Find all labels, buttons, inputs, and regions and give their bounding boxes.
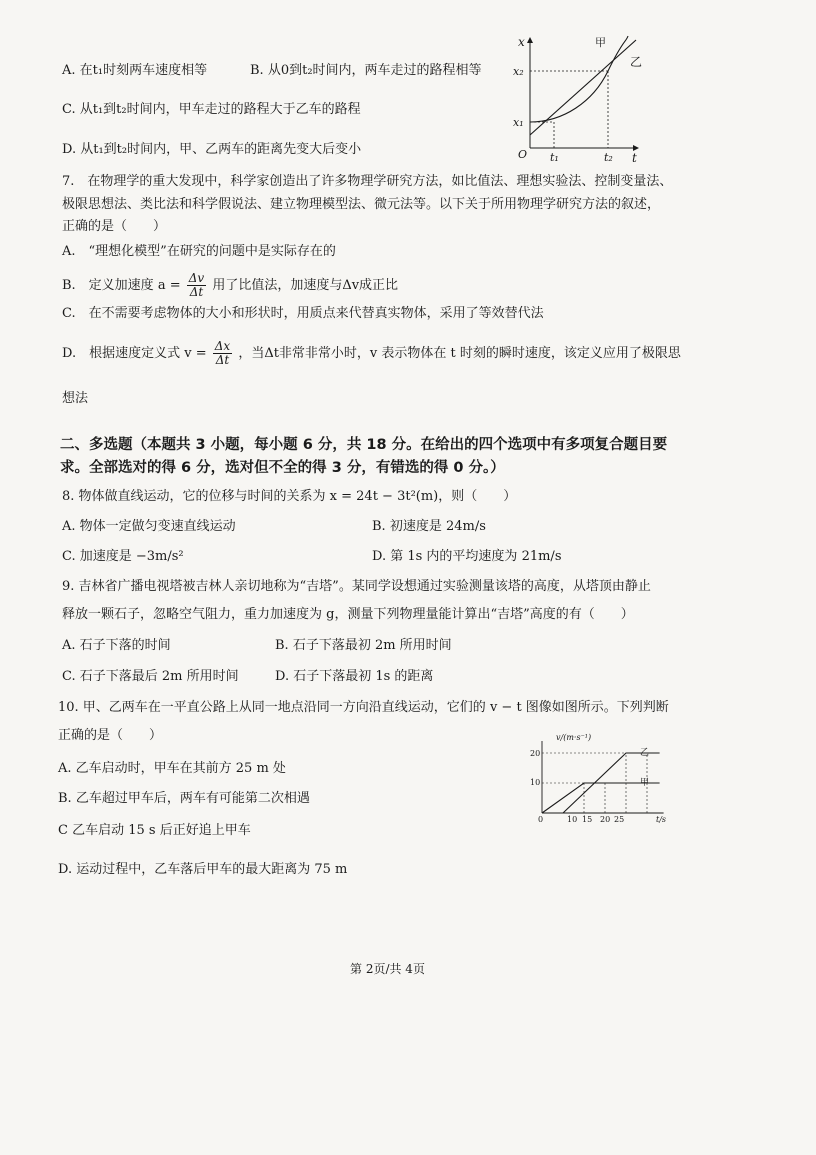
section2-heading-line2: 求。全部选对的得 6 分，选对但不全的得 3 分，有错选的得 0 分。） xyxy=(60,460,505,476)
q9-option-d: D. 石子下落最初 1s 的距离 xyxy=(275,669,434,684)
q7-option-d-numerator: Δx xyxy=(214,339,231,353)
q8-stem: 8. 物体做直线运动，它的位移与时间的关系为 x = 24t − 3t²(m)，则（ ） xyxy=(62,489,517,504)
q6-yi-curve xyxy=(530,36,628,122)
q6-yi-label: 乙 xyxy=(630,55,643,69)
q7-option-d-fraction xyxy=(213,340,232,367)
q10-xtick-20: 20 xyxy=(600,815,611,824)
q6-option-c: C. 从t₁到t₂时间内，甲车走过的路程大于乙车的路程 xyxy=(62,102,361,117)
q10-xtick-0: 0 xyxy=(538,815,544,824)
q10-xtick-15: 15 xyxy=(582,815,593,824)
q10-y-axis-label: v/(m·s⁻¹) xyxy=(556,733,592,742)
q10-option-b: B. 乙车超过甲车后，两车有可能第二次相遇 xyxy=(58,791,310,806)
q7-stem-line2: 极限思想法、类比法和科学假说法、建立物理模型法、微元法等。以下关于所用物理学研究方法的叙述， xyxy=(62,197,661,212)
q8-option-a: A. 物体一定做匀变速直线运动 xyxy=(62,519,236,534)
q6-xt-graph xyxy=(508,30,648,165)
q7-option-b-fraction xyxy=(187,272,206,299)
q8-option-d: D. 第 1s 内的平均速度为 21m/s xyxy=(372,549,562,564)
q7-option-b-suffix: 用了比值法，加速度与Δv成正比 xyxy=(212,278,399,293)
q6-jia-label: 甲 xyxy=(595,36,606,49)
q10-xtick-25: 25 xyxy=(614,815,625,824)
q6-t1-label: t₁ xyxy=(550,151,559,164)
q6-t-label: t xyxy=(632,151,637,165)
q9-stem-line1: 9. 吉林省广播电视塔被吉林人亲切地称为“吉塔”。某同学设想通过实验测量该塔的高度，从塔顶由静止 xyxy=(62,579,651,594)
q10-option-d: D. 运动过程中，乙车落后甲车的最大距离为 75 m xyxy=(58,862,348,877)
q10-ytick-10: 10 xyxy=(530,778,541,787)
q9-option-a: A. 石子下落的时间 xyxy=(62,638,171,653)
q7-stem-line1: 7. 在物理学的重大发现中，科学家创造出了许多物理学研究方法，如比值法、理想实验法、控制变量法、 xyxy=(62,174,673,189)
q8-option-c: C. 加速度是 −3m/s² xyxy=(62,549,184,564)
q7-option-b-numerator: Δv xyxy=(188,271,205,285)
q6-y-label: x xyxy=(518,35,525,49)
q6-origin-label: O xyxy=(518,148,528,161)
page-footer: 第 2页/共 4页 xyxy=(350,962,425,976)
q6-option-a: A. 在t₁时刻两车速度相等 xyxy=(62,63,208,78)
q10-stem-line2: 正确的是（ ） xyxy=(58,728,163,743)
q10-xtick-10: 10 xyxy=(567,815,578,824)
q7-option-b-prefix: B. 定义加速度 a = xyxy=(62,278,181,293)
q6-option-b: B. 从0到t₂时间内，两车走过的路程相等 xyxy=(250,63,482,78)
q10-stem-line1: 10. 甲、乙两车在一平直公路上从同一地点沿同一方向沿直线运动，它们的 v − t 图像如图所示。下列判断 xyxy=(58,700,669,715)
q9-option-b: B. 石子下落最初 2m 所用时间 xyxy=(275,638,452,653)
q7-option-d-continued: 想法 xyxy=(62,391,89,406)
q9-option-c: C. 石子下落最后 2m 所用时间 xyxy=(62,669,239,684)
q7-option-d-suffix: ，当Δt非常非常小时，v 表示物体在 t 时刻的瞬时速度，该定义应用了极限思 xyxy=(238,346,681,361)
q7-option-d-prefix: D. 根据速度定义式 v = xyxy=(62,346,207,361)
q7-option-d-denominator: Δt xyxy=(215,353,230,367)
q10-jia-label: 甲 xyxy=(640,778,650,788)
q7-option-d xyxy=(62,336,681,372)
q9-stem-line2: 释放一颗石子，忽略空气阻力，重力加速度为 g，测量下列物理量能计算出“吉塔”高度的有（ ） xyxy=(62,607,634,622)
q10-option-c: C 乙车启动 15 s 后正好追上甲车 xyxy=(58,823,251,838)
q7-option-a: A. “理想化模型”在研究的问题中是实际存在的 xyxy=(62,244,336,259)
q6-x1-label: x₁ xyxy=(513,116,524,129)
q8-option-b: B. 初速度是 24m/s xyxy=(372,519,486,534)
q7-option-b xyxy=(62,268,398,304)
q10-vt-chart xyxy=(526,728,676,828)
q10-x-axis-label: t/s xyxy=(656,815,667,824)
q7-stem-line3: 正确的是（ ） xyxy=(62,219,167,234)
q7-option-c: C. 在不需要考虑物体的大小和形状时，用质点来代替真实物体，采用了等效替代法 xyxy=(62,306,544,321)
q10-yi-label: 乙 xyxy=(640,748,650,758)
section2-heading-line1: 二、多选题（本题共 3 小题，每小题 6 分，共 18 分。在给出的四个选项中有多项复合题目要 xyxy=(60,437,668,453)
q6-x2-label: x₂ xyxy=(513,65,524,78)
q10-option-a: A. 乙车启动时，甲车在其前方 25 m 处 xyxy=(58,761,286,776)
q10-ytick-20: 20 xyxy=(530,749,541,758)
q6-t2-label: t₂ xyxy=(604,151,613,164)
q7-option-b-denominator: Δt xyxy=(189,285,204,299)
q6-option-d: D. 从t₁到t₂时间内，甲、乙两车的距离先变大后变小 xyxy=(62,142,362,157)
